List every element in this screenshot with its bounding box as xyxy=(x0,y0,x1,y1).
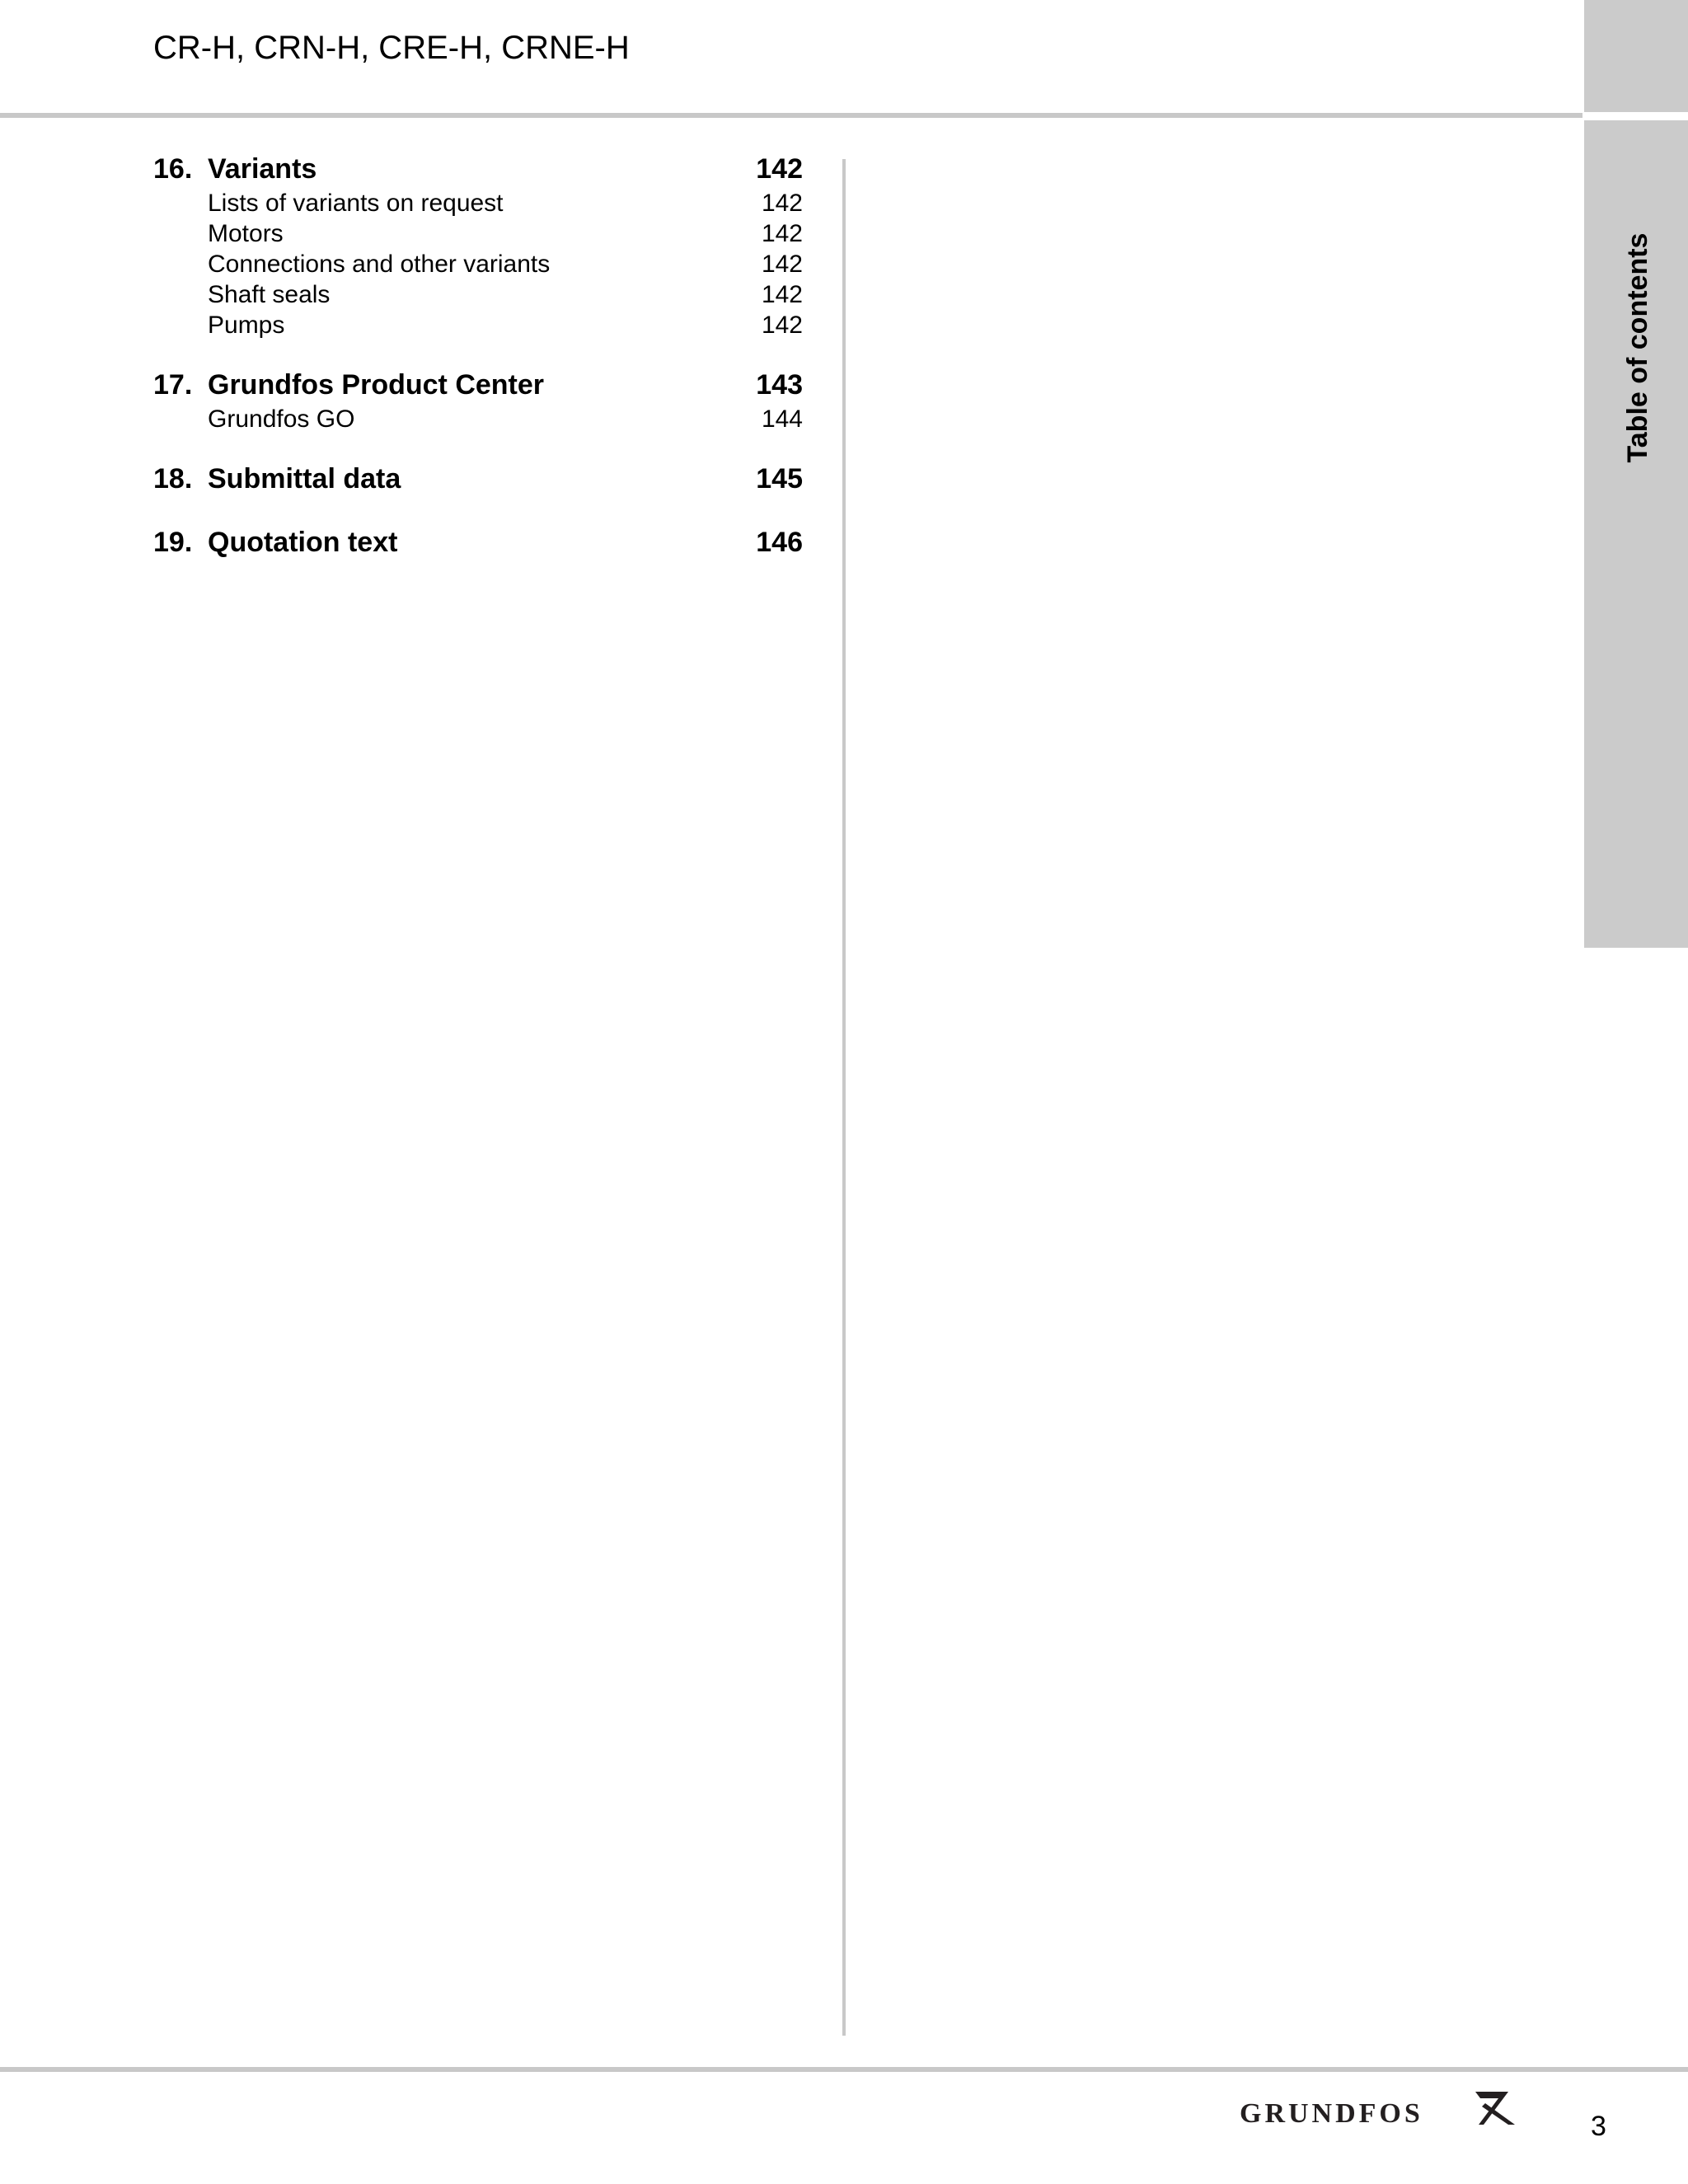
toc-section-heading[interactable] xyxy=(153,366,803,404)
section-title[interactable]: Quotation text xyxy=(208,527,398,558)
section-number: 19. xyxy=(153,527,193,558)
grundfos-mark-icon xyxy=(1475,2092,1515,2125)
side-tab[interactable] xyxy=(1584,120,1688,948)
entry-page: 142 xyxy=(761,312,803,339)
entry-title[interactable]: Lists of variants on request xyxy=(208,190,504,217)
section-page: 143 xyxy=(756,369,803,401)
toc-section-heading[interactable] xyxy=(153,150,803,188)
section-number: 16. xyxy=(153,153,193,185)
entry-title[interactable]: Shaft seals xyxy=(208,281,331,308)
entry-page: 144 xyxy=(761,405,803,433)
grundfos-logo xyxy=(1236,2088,1517,2130)
document-title: CR-H, CRN-H, CRE-H, CRNE-H xyxy=(153,30,630,66)
page-number: 3 xyxy=(1591,2111,1606,2142)
entry-page: 142 xyxy=(761,251,803,278)
entry-title[interactable]: Motors xyxy=(208,220,284,247)
toc-section-heading[interactable] xyxy=(153,523,803,561)
entry-title[interactable]: Grundfos GO xyxy=(208,405,355,433)
toc-section-18[interactable] xyxy=(153,460,803,498)
section-page: 146 xyxy=(756,527,803,558)
section-page: 145 xyxy=(756,463,803,494)
section-number: 17. xyxy=(153,369,193,401)
header-divider xyxy=(0,113,1582,118)
toc-section-17[interactable] xyxy=(153,366,803,434)
section-page: 142 xyxy=(756,153,803,185)
toc-section-16[interactable] xyxy=(153,150,803,340)
toc-entry[interactable] xyxy=(153,310,803,340)
logo-wordmark: GRUNDFOS xyxy=(1240,2098,1423,2129)
entry-title[interactable]: Pumps xyxy=(208,312,285,339)
toc-entry[interactable] xyxy=(153,249,803,279)
toc-entry[interactable] xyxy=(153,404,803,434)
toc-entry[interactable] xyxy=(153,188,803,218)
side-tab-cap xyxy=(1584,0,1688,112)
entry-page: 142 xyxy=(761,281,803,308)
toc-entry[interactable] xyxy=(153,279,803,310)
table-of-contents xyxy=(153,150,803,587)
entry-page: 142 xyxy=(761,190,803,217)
entry-title[interactable]: Connections and other variants xyxy=(208,251,551,278)
side-tab-label: Table of contents xyxy=(1622,232,1653,463)
toc-section-heading[interactable] xyxy=(153,460,803,498)
section-number: 18. xyxy=(153,463,193,494)
section-title[interactable]: Submittal data xyxy=(208,463,401,494)
column-divider xyxy=(842,159,846,2036)
toc-entry[interactable] xyxy=(153,218,803,249)
section-title[interactable]: Variants xyxy=(208,153,317,185)
footer-divider xyxy=(0,2067,1688,2072)
section-title[interactable]: Grundfos Product Center xyxy=(208,369,545,401)
entry-page: 142 xyxy=(761,220,803,247)
toc-section-19[interactable] xyxy=(153,523,803,561)
